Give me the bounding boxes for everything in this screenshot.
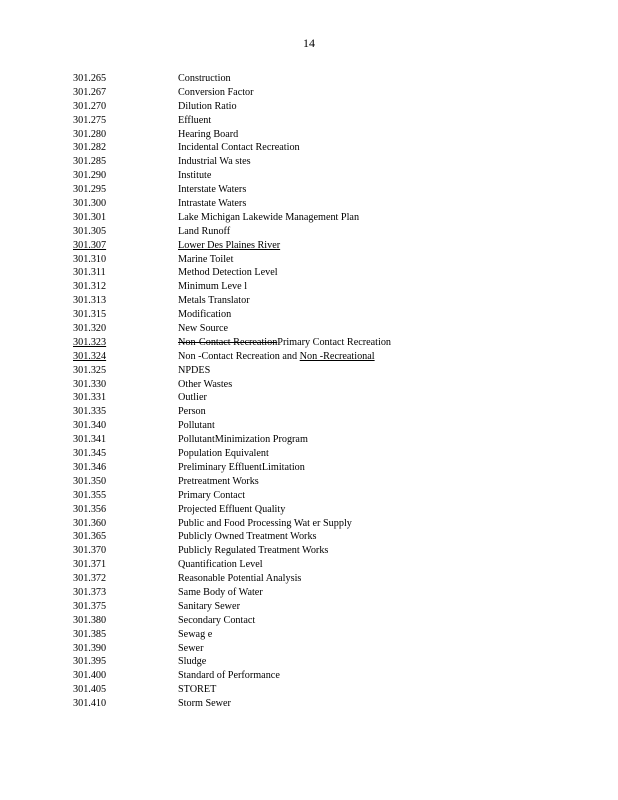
- section-number: 301.312: [73, 281, 107, 293]
- definition-term: Method Detection Level: [178, 267, 278, 279]
- definition-term: Person: [178, 406, 206, 418]
- definition-term: Population Equivalent: [178, 448, 269, 460]
- definition-row: [0, 517, 618, 531]
- definition-term: PollutantMinimization Program: [178, 434, 308, 446]
- definition-row: [0, 378, 618, 392]
- definition-term: Publicly Owned Treatment Works: [178, 531, 317, 543]
- section-number: 301.385: [73, 628, 107, 640]
- definition-row: [0, 336, 618, 350]
- definition-term: Sanitary Sewer: [178, 600, 240, 612]
- definition-term: Lake Michigan Lakewide Management Plan: [178, 211, 360, 223]
- definition-term: Pollutant: [178, 420, 215, 432]
- definition-row: [0, 475, 618, 489]
- definition-row: [0, 169, 618, 183]
- section-number: 301.373: [73, 586, 107, 598]
- definition-term: Interstate Waters: [178, 184, 247, 196]
- section-number: 301.390: [73, 642, 107, 654]
- section-number: 301.331: [73, 392, 107, 404]
- definition-term: Reasonable Potential Analysis: [178, 573, 302, 585]
- definition-row: [0, 405, 618, 419]
- section-number: 301.340: [73, 420, 107, 432]
- section-number: 301.405: [73, 684, 107, 696]
- definition-row: [0, 100, 618, 114]
- definition-row: [0, 419, 618, 433]
- definition-term: Dilution Ratio: [178, 100, 237, 112]
- definition-term: Lower Des Plaines River: [178, 239, 281, 251]
- definition-row: [0, 183, 618, 197]
- section-number: 301.285: [73, 156, 107, 168]
- section-number: 301.350: [73, 475, 107, 487]
- definition-term: STORET: [178, 684, 217, 696]
- section-number: 301.310: [73, 253, 107, 265]
- section-number: 301.324: [73, 350, 107, 362]
- definition-term: NPDES: [178, 364, 211, 376]
- definition-row: [0, 308, 618, 322]
- section-number: 301.380: [73, 614, 107, 626]
- section-number: 301.330: [73, 378, 107, 390]
- section-number: 301.323: [73, 336, 107, 348]
- definition-term: Other Wastes: [178, 378, 233, 390]
- definition-term: [178, 350, 375, 364]
- definition-term: Institute: [178, 170, 212, 182]
- definition-row: [0, 697, 618, 711]
- section-number: 301.305: [73, 225, 107, 237]
- definition-row: [0, 225, 618, 239]
- section-number: 301.335: [73, 406, 107, 418]
- definition-row: [0, 114, 618, 128]
- definition-term: Publicly Regulated Treatment Works: [178, 545, 329, 557]
- term-conjunction: and: [282, 350, 298, 362]
- section-number: 301.345: [73, 448, 107, 460]
- definition-row: [0, 266, 618, 280]
- definition-row: [0, 461, 618, 475]
- definition-row: [0, 683, 618, 697]
- definition-term: Industrial Wa stes: [178, 156, 251, 168]
- definition-term: Modification: [178, 309, 232, 321]
- section-number: 301.301: [73, 211, 107, 223]
- section-number: 301.280: [73, 128, 107, 140]
- definition-term: Effluent: [178, 114, 212, 126]
- section-number: 301.311: [73, 267, 106, 279]
- definition-row: [0, 614, 618, 628]
- added-term: Primary Contact Recreation: [277, 336, 392, 348]
- definition-term: Standard of Performance: [178, 670, 280, 682]
- definition-term: Sewer: [178, 642, 204, 654]
- definition-term: Sewag e: [178, 628, 213, 640]
- definition-term: New Source: [178, 323, 229, 335]
- definition-row: [0, 155, 618, 169]
- definition-term: Sludge: [178, 656, 207, 668]
- added-term: Non -Recreational: [299, 350, 375, 362]
- section-number: 301.313: [73, 295, 107, 307]
- definition-term: Pretreatment Works: [178, 475, 259, 487]
- section-number: 301.400: [73, 670, 107, 682]
- definition-row: [0, 544, 618, 558]
- definition-row: [0, 489, 618, 503]
- definition-row: [0, 294, 618, 308]
- definition-row: [0, 197, 618, 211]
- definition-row: [0, 586, 618, 600]
- definition-term: Land Runoff: [178, 225, 231, 237]
- definition-row: [0, 350, 618, 364]
- section-number: 301.375: [73, 600, 107, 612]
- definition-row: [0, 253, 618, 267]
- definition-row: [0, 86, 618, 100]
- definition-term: Public and Food Processing Wat er Supply: [178, 517, 352, 529]
- section-number: 301.267: [73, 86, 107, 98]
- section-number: 301.325: [73, 364, 107, 376]
- section-number: 301.341: [73, 434, 107, 446]
- definition-row: [0, 503, 618, 517]
- section-number: 301.360: [73, 517, 107, 529]
- section-number: 301.290: [73, 170, 107, 182]
- definition-term: Metals Translator: [178, 295, 250, 307]
- term-text: Non -Contact Recreation: [178, 350, 280, 362]
- definition-term: Secondary Contact: [178, 614, 256, 626]
- section-number: 301.270: [73, 100, 107, 112]
- definition-row: [0, 642, 618, 656]
- definition-term: Incidental Contact Recreation: [178, 142, 300, 154]
- definition-row: [0, 655, 618, 669]
- section-number: 301.295: [73, 184, 107, 196]
- section-number: 301.371: [73, 559, 107, 571]
- page-number: 14: [303, 36, 315, 50]
- definition-term: Storm Sewer: [178, 698, 231, 710]
- definition-term: Projected Effluent Quality: [178, 503, 286, 515]
- definition-row: [0, 447, 618, 461]
- definition-row: [0, 211, 618, 225]
- definition-row: [0, 669, 618, 683]
- definition-term: [178, 336, 391, 350]
- definition-row: [0, 391, 618, 405]
- definition-row: [0, 600, 618, 614]
- definition-term: Outlier: [178, 392, 207, 404]
- definition-term: Quantification Level: [178, 559, 263, 571]
- definition-row: [0, 322, 618, 336]
- definition-row: [0, 72, 618, 86]
- definition-row: [0, 280, 618, 294]
- section-number: 301.356: [73, 503, 107, 515]
- definitions-list: [0, 72, 618, 711]
- definition-row: [0, 572, 618, 586]
- definition-term: Construction: [178, 73, 231, 84]
- section-number: 301.300: [73, 198, 107, 210]
- definition-row: [0, 128, 618, 142]
- definition-term: Primary Contact: [178, 489, 246, 501]
- definition-term: Hearing Board: [178, 128, 239, 140]
- section-number: 301.372: [73, 573, 107, 585]
- definition-row: [0, 530, 618, 544]
- section-number: 301.410: [73, 698, 107, 710]
- section-number: 301.315: [73, 309, 107, 321]
- section-number: 301.282: [73, 142, 107, 154]
- section-number: 301.307: [73, 239, 107, 251]
- definition-row: [0, 364, 618, 378]
- section-number: 301.395: [73, 656, 107, 668]
- definition-term: Conversion Factor: [178, 86, 254, 98]
- definition-row: [0, 628, 618, 642]
- definition-term: Preliminary EffluentLimitation: [178, 461, 305, 473]
- definition-term: Marine Toilet: [178, 253, 234, 265]
- definition-term: Same Body of Water: [178, 586, 263, 598]
- section-number: 301.365: [73, 531, 107, 543]
- definition-term: Intrastate Waters: [178, 198, 247, 210]
- section-number: 301.320: [73, 323, 107, 335]
- section-number: 301.275: [73, 114, 107, 126]
- definition-row: [0, 558, 618, 572]
- section-number: 301.346: [73, 461, 107, 473]
- section-number: 301.370: [73, 545, 107, 557]
- definition-row: [0, 433, 618, 447]
- definition-row: [0, 239, 618, 253]
- definition-term: Minimum Leve l: [178, 281, 248, 293]
- definition-row: [0, 141, 618, 155]
- section-number: 301.355: [73, 489, 107, 501]
- struck-term: Non-Contact Recreation: [178, 336, 278, 348]
- section-number: 301.265: [73, 73, 107, 84]
